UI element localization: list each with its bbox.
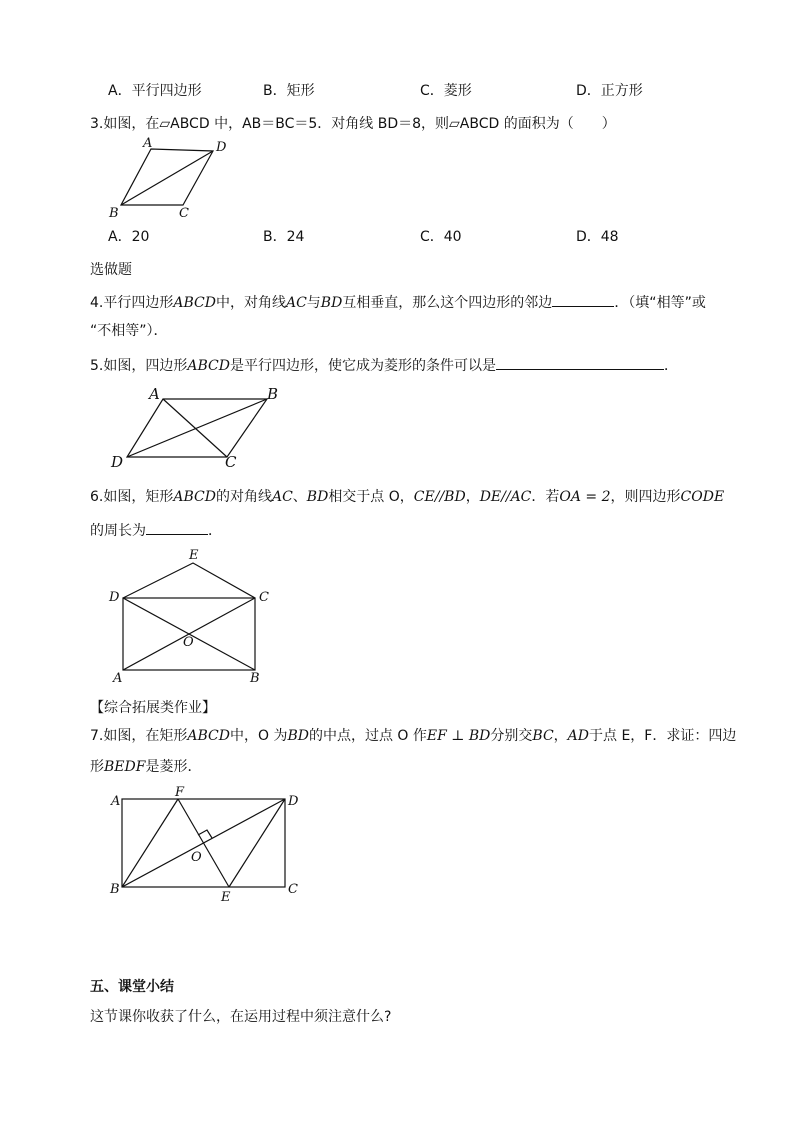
q3-option-a: A．20 bbox=[108, 229, 150, 245]
q4-text-3: 与 bbox=[306, 295, 321, 311]
q3-option-b: B．24 bbox=[263, 229, 305, 245]
q6-text-9: ． bbox=[208, 523, 222, 539]
q2-option-b: B．矩形 bbox=[263, 83, 315, 99]
q6-var-code: CODE bbox=[680, 489, 725, 505]
q5-text-1: 5.如图，四边形 bbox=[90, 358, 188, 374]
q7-line1 bbox=[90, 727, 736, 745]
q3-option-d: D．48 bbox=[576, 229, 619, 245]
q3-label-a: A bbox=[143, 136, 153, 151]
q7-rectangle-figure bbox=[105, 783, 305, 908]
q6-text-4: 相交于点 O， bbox=[328, 489, 414, 505]
q7-label-d: D bbox=[288, 794, 299, 809]
q4-var-bd: BD bbox=[320, 295, 343, 311]
q6-answer-blank[interactable] bbox=[146, 520, 208, 535]
q6-label-o: O bbox=[183, 635, 194, 650]
q5-label-d: D bbox=[111, 453, 124, 471]
q6-label-d: D bbox=[109, 590, 120, 605]
q4-answer-blank[interactable] bbox=[552, 292, 614, 307]
q5-label-a: A bbox=[149, 385, 160, 403]
q7-text-6: 于点 E，F．求证：四边 bbox=[589, 728, 737, 744]
q6-text-2: 的对角线 bbox=[215, 489, 272, 505]
q6-label-a: A bbox=[113, 671, 123, 686]
q6-text-1: 6.如图，矩形 bbox=[90, 489, 174, 505]
q5-diagonal-bd bbox=[127, 399, 267, 457]
section5-title: 五、课堂小结 bbox=[90, 979, 174, 995]
q6-var-oa: OA = 2 bbox=[559, 489, 611, 505]
q3-label-c: C bbox=[179, 206, 189, 221]
q5-var-abcd: ABCD bbox=[187, 358, 230, 374]
q7-label-o: O bbox=[191, 850, 202, 865]
q2-option-d: D．正方形 bbox=[576, 83, 643, 99]
q4-text-1: 4.平行四边形 bbox=[90, 295, 174, 311]
q7-line2 bbox=[90, 758, 201, 776]
q5-text-3: ． bbox=[663, 358, 678, 374]
q7-segment-fe bbox=[178, 799, 229, 887]
q6-rectangle-figure bbox=[105, 545, 280, 685]
q7-text-3: 的中点，过点 O 作 bbox=[308, 728, 427, 744]
q5-label-b: B bbox=[267, 385, 279, 403]
q6-label-e: E bbox=[189, 548, 199, 563]
q7-label-c: C bbox=[288, 882, 298, 897]
q7-var-ef-perp-bd: EF ⊥ BD bbox=[426, 728, 491, 744]
section-extension-heading: 【综合拓展类作业】 bbox=[90, 700, 216, 716]
q4-line1 bbox=[90, 292, 706, 312]
q4-var-abcd: ABCD bbox=[173, 295, 216, 311]
q7-text-7: 形 bbox=[90, 759, 104, 775]
q4-line2: “不相等”）． bbox=[90, 323, 168, 339]
q7-text-8: 是菱形． bbox=[145, 759, 202, 775]
q5-diagonal-ac bbox=[163, 399, 227, 457]
q6-label-b: B bbox=[250, 671, 260, 686]
q7-var-ad: AD bbox=[567, 728, 590, 744]
q6-text-8: 的周长为 bbox=[90, 523, 146, 539]
section-optional-heading: 选做题 bbox=[90, 262, 132, 278]
q7-text-4: 分别交 bbox=[490, 728, 533, 744]
q4-text-5: ．（填“相等”或 bbox=[614, 295, 706, 311]
q7-segment-ed bbox=[229, 799, 285, 887]
q5-answer-blank[interactable] bbox=[496, 355, 664, 370]
q6-line1 bbox=[90, 488, 724, 506]
q6-triangle-dec bbox=[123, 563, 255, 598]
q6-text-3: 、 bbox=[292, 489, 307, 505]
q6-var-bd: BD bbox=[306, 489, 329, 505]
q6-line2 bbox=[90, 520, 222, 540]
q7-label-a: A bbox=[111, 794, 121, 809]
q7-var-bedf: BEDF bbox=[104, 759, 146, 775]
q2-option-c: C．菱形 bbox=[420, 83, 472, 99]
q6-text-5: ， bbox=[465, 489, 480, 505]
q2-option-a: A．平行四边形 bbox=[108, 83, 202, 99]
q6-var-ac: AC bbox=[271, 489, 293, 505]
q4-text-4: 互相垂直，那么这个四边形的邻边 bbox=[342, 295, 553, 311]
q4-text-2: 中，对角线 bbox=[215, 295, 286, 311]
q3-option-c: C．40 bbox=[420, 229, 462, 245]
section5-text: 这节课你收获了什么，在运用过程中须注意什么? bbox=[90, 1009, 392, 1025]
q7-segment-bf bbox=[122, 799, 178, 887]
q5-label-c: C bbox=[225, 453, 237, 471]
q5-text-2: 是平行四边形，使它成为菱形的条件可以是 bbox=[229, 358, 496, 374]
q3-parallelogram-figure bbox=[105, 135, 235, 225]
q7-text-2: 中，O 为 bbox=[229, 728, 288, 744]
q3-label-b: B bbox=[109, 206, 119, 221]
q7-text-5: ， bbox=[553, 728, 568, 744]
q7-var-bc: BC bbox=[532, 728, 554, 744]
q7-var-abcd: ABCD bbox=[187, 728, 230, 744]
q7-label-e: E bbox=[221, 890, 231, 905]
q6-text-7: ，则四边形 bbox=[610, 489, 681, 505]
q4-var-ac: AC bbox=[285, 295, 307, 311]
q6-var-ce-parallel-bd: CE//BD bbox=[413, 489, 466, 505]
q5-line1 bbox=[90, 355, 678, 375]
q6-label-c: C bbox=[259, 590, 269, 605]
q7-label-f: F bbox=[175, 785, 185, 800]
q5-parallelogram-figure bbox=[105, 385, 285, 470]
q6-var-abcd: ABCD bbox=[173, 489, 216, 505]
q3-text: 3.如图，在▱ABCD 中，AB＝BC＝5．对角线 BD＝8，则▱ABCD 的面积为（ ） bbox=[90, 116, 616, 132]
q6-text-6: ．若 bbox=[531, 489, 560, 505]
q3-label-d: D bbox=[216, 140, 227, 155]
q7-text-1: 7.如图，在矩形 bbox=[90, 728, 188, 744]
q6-var-de-parallel-ac: DE//AC bbox=[479, 489, 532, 505]
q7-label-b: B bbox=[110, 882, 120, 897]
q7-var-bd: BD bbox=[287, 728, 309, 744]
